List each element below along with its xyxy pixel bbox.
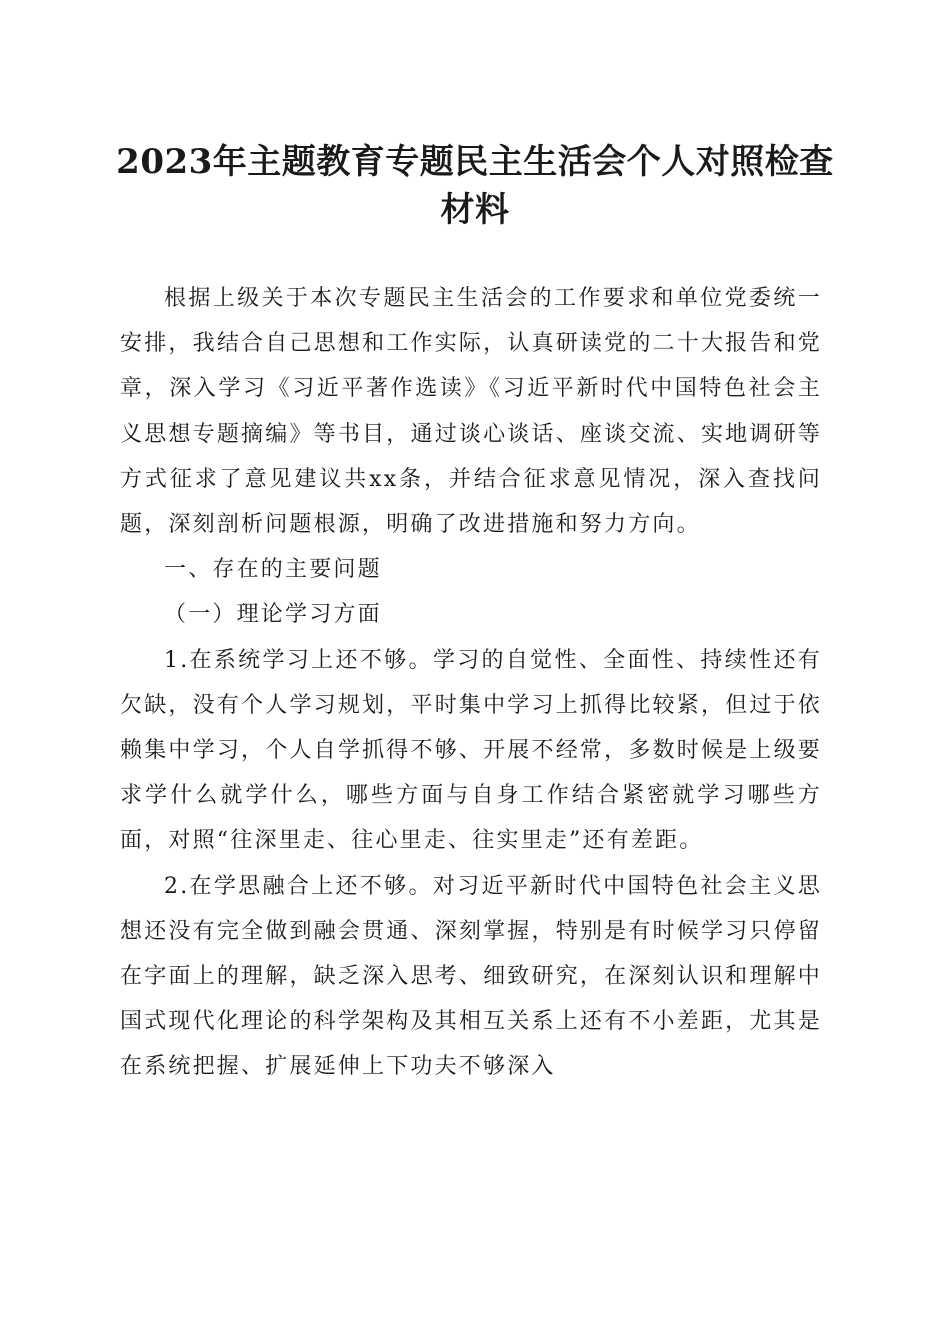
intro-paragraph: 根据上级关于本次专题民主生活会的工作要求和单位党委统一安排，我结合自己思想和工作实际，认真研读党的二十大报告和党章，深入学习《习近平著作选读》《习近平新时代中国特色社会主义思想专题摘编》等书目，通过谈心谈话、座谈交流、实地调研等方式征求了意见建议共xx条，并结合征求意见情况，深入查找问题，深刻剖析问题根源，明确了改进措施和努力方向。	[120, 286, 822, 538]
document-title: 2023年主题教育专题民主生活会个人对照检查材料	[116, 142, 834, 230]
problem-item-2: 2.在学思融合上还不够。对习近平新时代中国特色社会主义思想还没有完全做到融会贯通、深刻掌握，特别是有时候学习只停留在字面上的理解，缺乏深入思考、细致研究，在深刻认识和理解中国式现代化理论的科学架构及其相互关系上还有不小差距，尤其是在系统把握、扩展延伸上下功夫不够深入	[120, 873, 822, 1080]
document-body	[120, 276, 822, 1090]
problem-item-1: 1.在系统学习上还不够。学习的自觉性、全面性、持续性还有欠缺，没有个人学习规划，平时集中学习上抓得比较紧，但过于依赖集中学习，个人自学抓得不够、开展不经常，多数时候是上级要求学什么就学什么，哪些方面与自身工作结合紧密就学习哪些方面，对照“往深里走、往心里走、往实里走”还有差距。	[120, 647, 822, 854]
section-heading: 一、存在的主要问题	[164, 557, 382, 583]
subsection-heading: （一）理论学习方面	[164, 602, 382, 628]
